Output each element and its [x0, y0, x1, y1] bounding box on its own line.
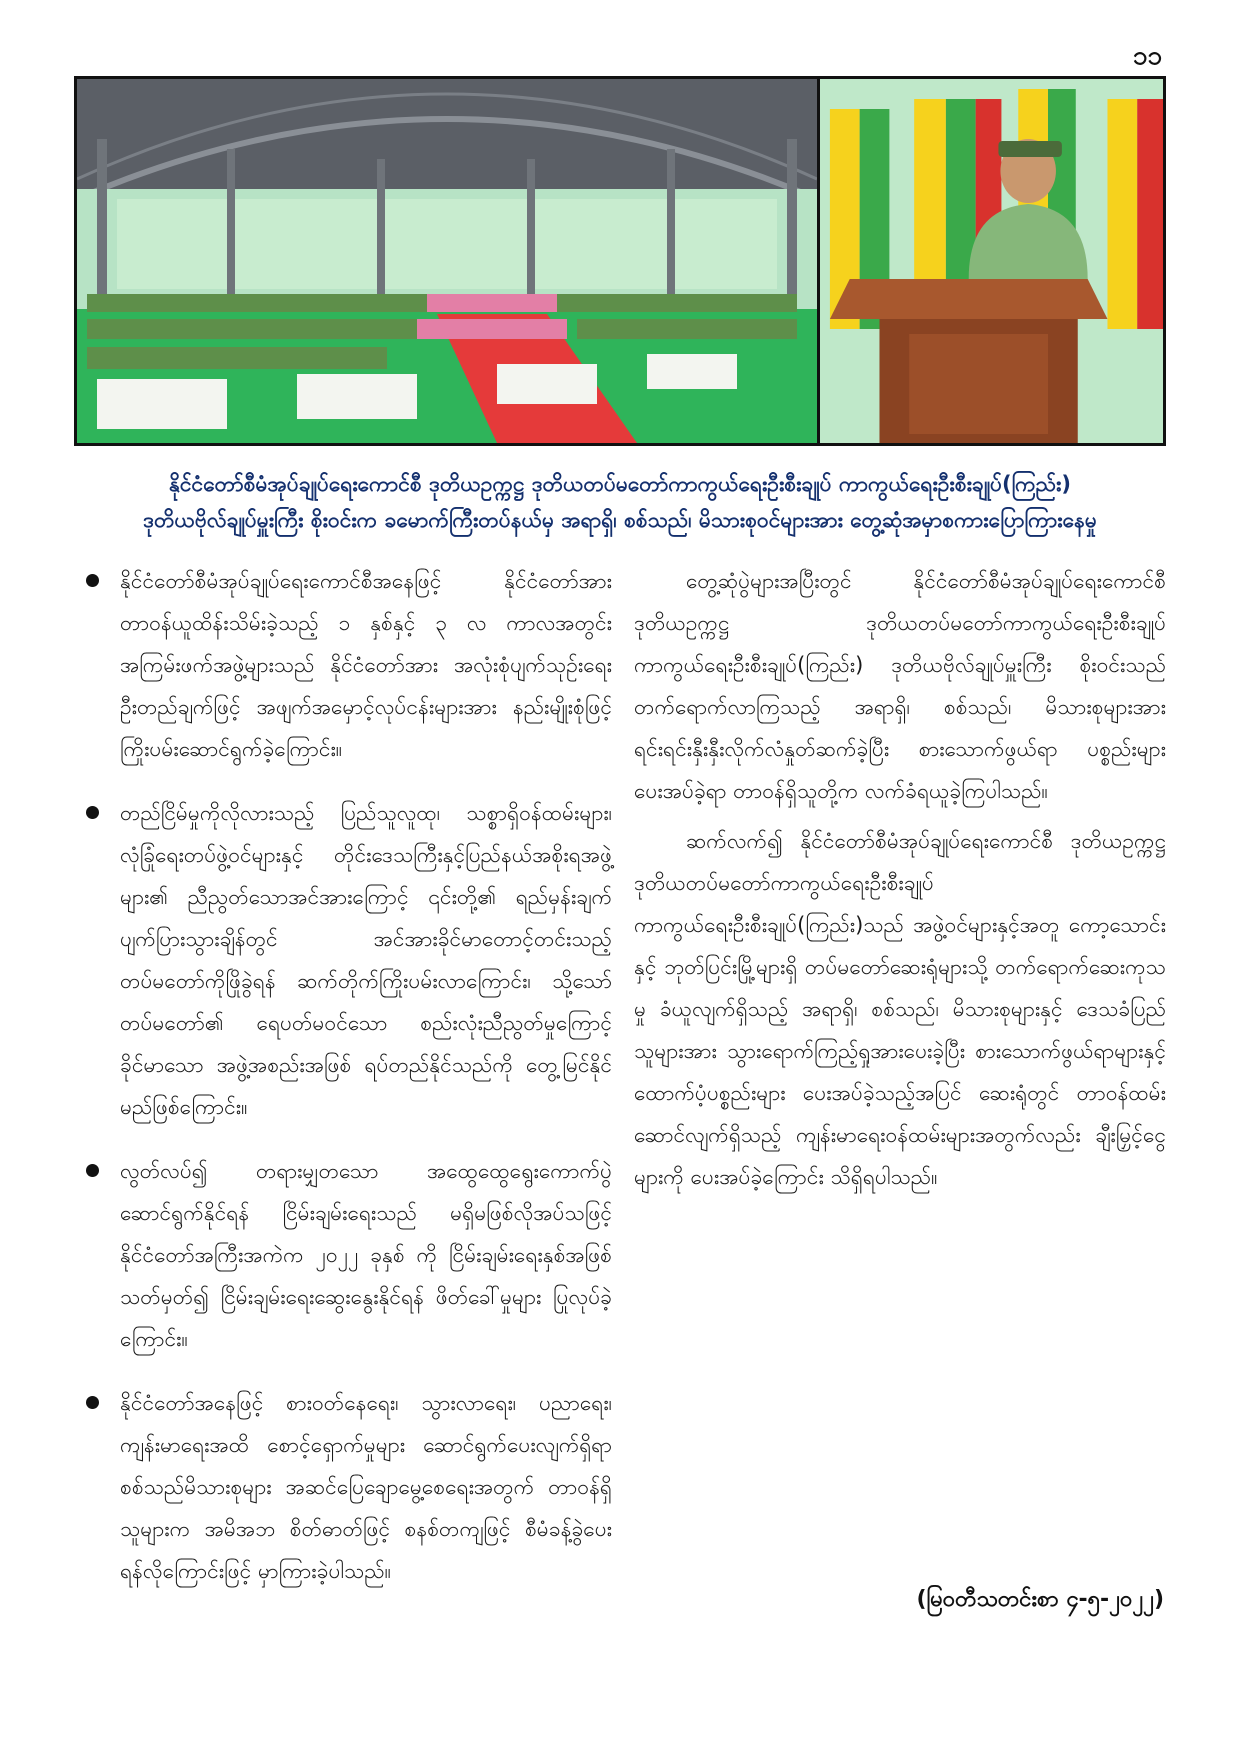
speaker-podium-photo — [820, 79, 1163, 443]
photo-caption — [74, 466, 1166, 538]
list-item — [80, 792, 612, 1128]
photo-frame — [74, 76, 1166, 446]
body-paragraph: တွေ့ဆုံပွဲများအပြီးတွင် နိုင်ငံတော်စီမံအုပ်ချုပ်ရေးကောင်စီ ဒုတိယဥက္ကဋ္ဌ ဒုတိယတပ်မတော်ကာကွယ်ရေးဦးစီးချုပ် ကာကွယ်ရေးဦးစီးချုပ်(ကြည်း) ဒုတိယဗိုလ်ချုပ်မှူးကြီး စိုးဝင်းသည် တက်ရောက်လာကြသည့် အရာရှိ၊ စစ်သည်၊ မိသားစုများအား ရင်းရင်းနှီးနှီးလိုက်လံနှုတ်ဆက်ခဲ့ပြီး စားသောက်ဖွယ်ရာ ပစ္စည်းများပေးအပ်ခဲ့ရာ တာဝန်ရှိသူတို့က လက်ခံရယူခဲ့ကြပါသည်။ — [634, 569, 1166, 803]
assembly-hall-photo — [77, 79, 817, 443]
caption-line-2: ဒုတိယဗိုလ်ချုပ်မှူးကြီး စိုးဝင်းက ခမောက်ကြီးတပ်နယ်မှ အရာရှိ၊ စစ်သည်၊ မိသားစုဝင်များအား တွေ့ဆုံအမှာစကားပြောကြားနေမှု — [143, 508, 1097, 532]
bullet-icon — [86, 1164, 99, 1177]
assembly-hall-illustration — [77, 79, 817, 443]
bullet-text: တည်ငြိမ်မှုကိုလိုလားသည့် ပြည်သူလူထု၊ သစ္စာရှိဝန်ထမ်းများ၊ လုံခြုံရေးတပ်ဖွဲ့ဝင်များနှင့် တိုင်းဒေသကြီးနှင့်ပြည်နယ်အစိုးရအဖွဲ့များ၏ ညီညွတ်သောအင်အားကြောင့် ၎င်းတို့၏ ရည်မှန်းချက်ပျက်ပြားသွားချိန်တွင် အင်အားခိုင်မာတောင့်တင်းသည့် တပ်မတော်ကိုဖြိုခွဲရန် ဆက်တိုက်ကြိုးပမ်းလာကြောင်း၊ သို့သော် တပ်မတော်၏ ရေပတ်မဝင်သော စည်းလုံးညီညွတ်မှုကြောင့် ခိုင်မာသော အဖွဲ့အစည်းအဖြစ် ရပ်တည်နိုင်သည်ကို တွေ့မြင်နိုင်မည်ဖြစ်ကြောင်း။ — [120, 801, 612, 1119]
bullet-text: နိုင်ငံတော်အနေဖြင့် စားဝတ်နေရေး၊ သွားလာရေး၊ ပညာရေး၊ ကျန်းမာရေးအထိ စောင့်ရှောက်မှုများ ဆောင်ရွက်ပေးလျက်ရှိရာ စစ်သည်မိသားစုများ အဆင်ပြေချောမွေ့စေရေးအတွက် တာဝန်ရှိသူများက အမိအဘ စိတ်ဓာတ်ဖြင့် စနစ်တကျဖြင့် စီမံခန့်ခွဲပေးရန်လိုကြောင်းဖြင့် မှာကြားခဲ့ပါသည်။ — [120, 1391, 612, 1583]
page-number: ၁၁ — [1132, 41, 1162, 71]
bullet-icon — [86, 1396, 99, 1409]
bullet-icon — [86, 806, 99, 819]
bullet-text: လွတ်လပ်၍ တရားမျှတသော အထွေထွေရွေးကောက်ပွဲဆောင်ရွက်နိုင်ရန် ငြိမ်းချမ်းရေးသည် မရှိမဖြစ်လိုအပ်သဖြင့် နိုင်ငံတော်အကြီးအကဲက ၂၀၂၂ ခုနှစ် ကို ငြိမ်းချမ်းရေးနှစ်အဖြစ်သတ်မှတ်၍ ငြိမ်းချမ်းရေးဆွေးနွေးနိုင်ရန် ဖိတ်ခေါ်မှုများ ပြုလုပ်ခဲ့ကြောင်း။ — [120, 1159, 612, 1351]
bullet-list — [80, 560, 612, 1592]
bullet-icon — [86, 574, 99, 587]
source-note: (မြဝတီသတင်းစာ ၄-၅-၂၀၂၂) — [916, 1587, 1164, 1612]
list-item — [80, 560, 612, 770]
left-column — [80, 560, 612, 1614]
right-column — [634, 560, 1166, 1206]
list-item — [80, 1150, 612, 1360]
speaker-podium-illustration — [820, 79, 1163, 443]
caption-line-1: နိုင်ငံတော်စီမံအုပ်ချုပ်ရေးကောင်စီ ဒုတိယဥက္ကဋ္ဌ ဒုတိယတပ်မတော်ကာကွယ်ရေးဦးစီးချုပ် ကာကွယ်ရေးဦးစီးချုပ်(ကြည်း) — [169, 472, 1071, 496]
list-item — [80, 1382, 612, 1592]
bullet-text: နိုင်ငံတော်စီမံအုပ်ချုပ်ရေးကောင်စီအနေဖြင့် နိုင်ငံတော်အား တာဝန်ယူထိန်းသိမ်းခဲ့သည့် ၁ နှစ်နှင့် ၃ လ ကာလအတွင်း အကြမ်းဖက်အဖွဲ့များသည် နိုင်ငံတော်အား အလုံးစုံပျက်သုဉ်းရေးဦးတည်ချက်ဖြင့် အဖျက်အမှောင့်လုပ်ငန်းများအား နည်းမျိုးစုံဖြင့် ကြိုးပမ်းဆောင်ရွက်ခဲ့ကြောင်း။ — [120, 569, 612, 761]
body-paragraph: ဆက်လက်၍ နိုင်ငံတော်စီမံအုပ်ချုပ်ရေးကောင်စီ ဒုတိယဥက္ကဋ္ဌ ဒုတိယတပ်မတော်ကာကွယ်ရေးဦးစီးချုပ် ကာကွယ်ရေးဦးစီးချုပ်(ကြည်း)သည် အဖွဲ့ဝင်များနှင့်အတူ ကော့သောင်းနှင့် ဘုတ်ပြင်းမြို့များရှိ တပ်မတော်ဆေးရုံများသို့ တက်ရောက်ဆေးကုသမှု ခံယူလျက်ရှိသည့် အရာရှိ၊ စစ်သည်၊ မိသားစုများနှင့် ဒေသခံပြည်သူများအား သွားရောက်ကြည့်ရှုအားပေးခဲ့ပြီး စားသောက်ဖွယ်ရာများနှင့် ထောက်ပံ့ပစ္စည်းများ ပေးအပ်ခဲ့သည့်အပြင် ဆေးရုံတွင် တာဝန်ထမ်းဆောင်လျက်ရှိသည့် ကျန်းမာရေးဝန်ထမ်းများအတွက်လည်း ချီးမြှင့်ငွေများကို ပေးအပ်ခဲ့ကြောင်း သိရှိရပါသည်။ — [634, 829, 1166, 1189]
